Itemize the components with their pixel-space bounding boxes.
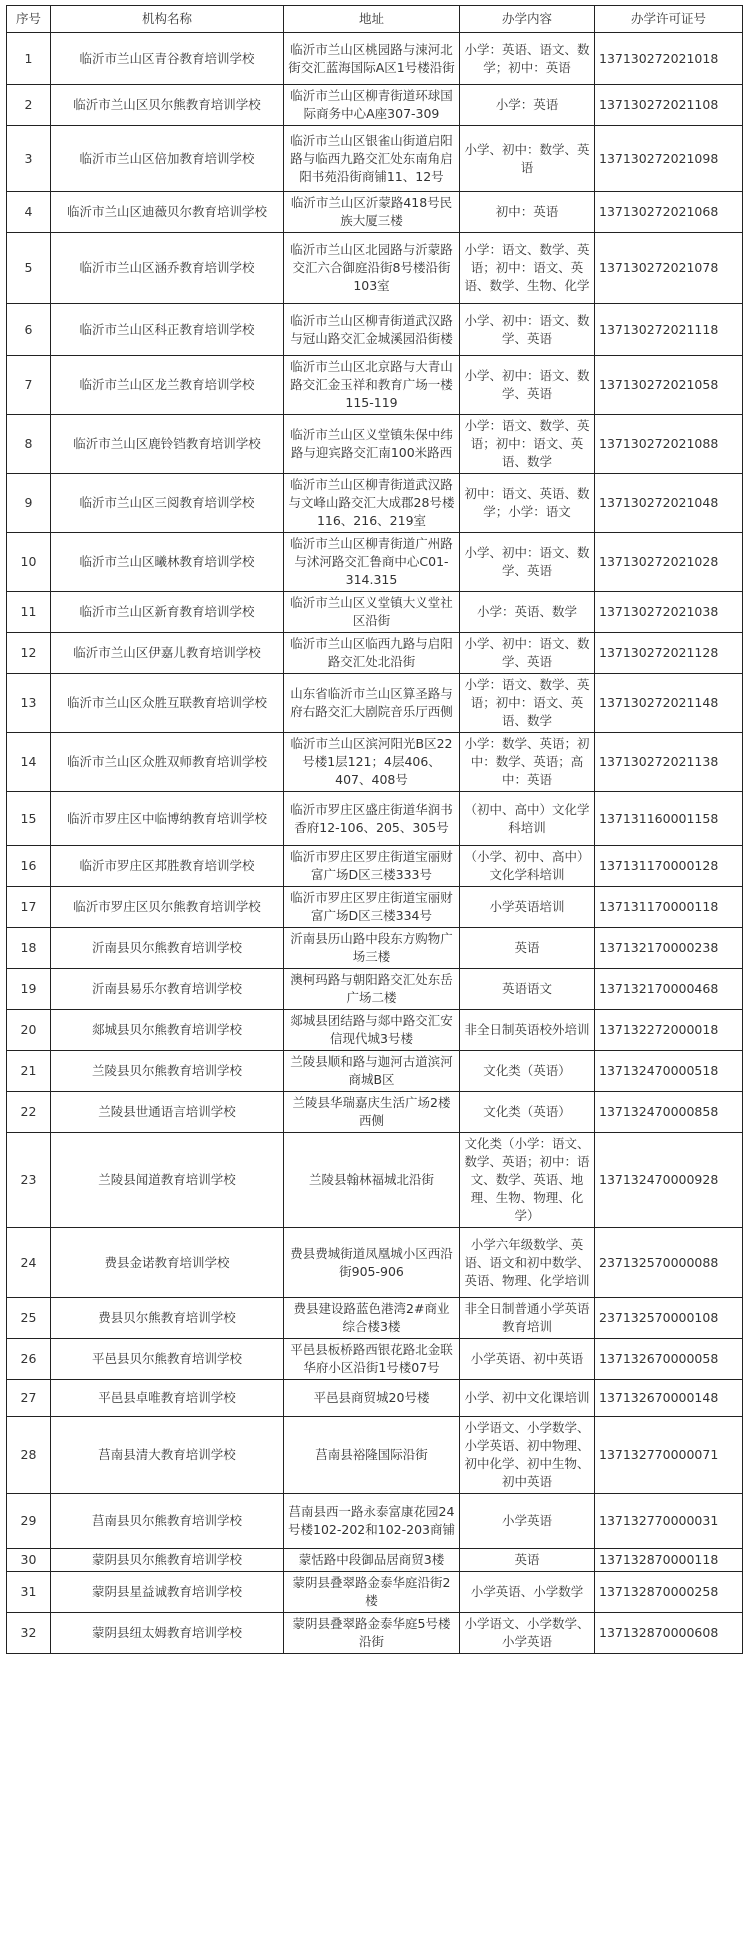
cell-license: 137132770000031: [595, 1494, 743, 1549]
cell-license: 137132170000238: [595, 928, 743, 969]
cell-no: 2: [7, 85, 51, 126]
cell-license: 137130272021068: [595, 192, 743, 233]
cell-address: 临沂市兰山区滨河阳光B区22号楼1层121；4层406、407、408号: [284, 733, 460, 792]
header-row: [7, 6, 743, 33]
cell-no: 6: [7, 304, 51, 356]
cell-license: 137132670000058: [595, 1339, 743, 1380]
cell-address: 临沂市兰山区柳青街道武汉路与文峰山路交汇大成郡28号楼116、216、219室: [284, 474, 460, 533]
cell-license: 137132870000608: [595, 1613, 743, 1654]
table-row: [7, 1572, 743, 1613]
cell-license: 137130272021038: [595, 592, 743, 633]
cell-content: 英语语文: [460, 969, 595, 1010]
cell-no: 18: [7, 928, 51, 969]
cell-content: 小学：数学、英语；初中：数学、英语；高中：英语: [460, 733, 595, 792]
header-name: 机构名称: [51, 6, 284, 33]
cell-address: 澳柯玛路与朝阳路交汇处东岳广场二楼: [284, 969, 460, 1010]
table-row: [7, 846, 743, 887]
cell-content: 小学、初中：语文、数学、英语: [460, 533, 595, 592]
header-content: 办学内容: [460, 6, 595, 33]
cell-no: 5: [7, 233, 51, 304]
table-row: [7, 1133, 743, 1228]
cell-license: 137130272021108: [595, 85, 743, 126]
cell-no: 3: [7, 126, 51, 192]
cell-name: 临沂市兰山区倍加教育培训学校: [51, 126, 284, 192]
cell-content: 文化类（小学：语文、数学、英语；初中：语文、数学、英语、地理、生物、物理、化学）: [460, 1133, 595, 1228]
cell-license: 137132470000858: [595, 1092, 743, 1133]
table-row: [7, 415, 743, 474]
cell-name: 兰陵县闻道教育培训学校: [51, 1133, 284, 1228]
cell-address: 临沂市兰山区柳青街道武汉路与冠山路交汇金城溪园沿街楼: [284, 304, 460, 356]
table-row: [7, 887, 743, 928]
cell-name: 莒南县贝尔熊教育培训学校: [51, 1494, 284, 1549]
cell-no: 19: [7, 969, 51, 1010]
cell-address: 临沂市兰山区义堂镇朱保中纬路与迎宾路交汇南100米路西: [284, 415, 460, 474]
cell-license: 137132870000258: [595, 1572, 743, 1613]
table-row: [7, 126, 743, 192]
cell-license: 137130272021058: [595, 356, 743, 415]
cell-no: 15: [7, 792, 51, 846]
cell-name: 临沂市兰山区伊嘉儿教育培训学校: [51, 633, 284, 674]
cell-name: 兰陵县贝尔熊教育培训学校: [51, 1051, 284, 1092]
cell-address: 临沂市兰山区沂蒙路418号民族大厦三楼: [284, 192, 460, 233]
table-body: [7, 33, 743, 1654]
table-row: [7, 633, 743, 674]
cell-content: 小学英语、小学数学: [460, 1572, 595, 1613]
cell-license: 137130272021118: [595, 304, 743, 356]
cell-no: 28: [7, 1417, 51, 1494]
table-row: [7, 1092, 743, 1133]
header-address: 地址: [284, 6, 460, 33]
cell-address: 兰陵县翰林福城北沿街: [284, 1133, 460, 1228]
cell-name: 临沂市兰山区青谷教育培训学校: [51, 33, 284, 85]
cell-address: 临沂市兰山区北京路与大青山路交汇金玉祥和教育广场一楼115-119: [284, 356, 460, 415]
table-row: [7, 792, 743, 846]
cell-content: 小学英语: [460, 1494, 595, 1549]
cell-no: 31: [7, 1572, 51, 1613]
institution-table: [6, 5, 743, 1654]
cell-address: 莒南县裕隆国际沿街: [284, 1417, 460, 1494]
cell-no: 29: [7, 1494, 51, 1549]
cell-name: 费县贝尔熊教育培训学校: [51, 1298, 284, 1339]
table-row: [7, 233, 743, 304]
cell-content: 小学、初中文化课培训: [460, 1380, 595, 1417]
cell-content: （小学、初中、高中）文化学科培训: [460, 846, 595, 887]
table-row: [7, 592, 743, 633]
cell-no: 21: [7, 1051, 51, 1092]
cell-content: 小学、初中：语文、数学、英语: [460, 633, 595, 674]
cell-address: 临沂市罗庄区罗庄街道宝丽财富广场D区三楼333号: [284, 846, 460, 887]
cell-name: 沂南县贝尔熊教育培训学校: [51, 928, 284, 969]
cell-no: 32: [7, 1613, 51, 1654]
cell-name: 蒙阴县星益诚教育培训学校: [51, 1572, 284, 1613]
cell-content: 小学：英语: [460, 85, 595, 126]
cell-no: 10: [7, 533, 51, 592]
cell-content: 文化类（英语）: [460, 1092, 595, 1133]
cell-no: 25: [7, 1298, 51, 1339]
cell-address: 临沂市兰山区北园路与沂蒙路交汇六合御庭沿街8号楼沿街103室: [284, 233, 460, 304]
table-row: [7, 33, 743, 85]
cell-name: 郯城县贝尔熊教育培训学校: [51, 1010, 284, 1051]
cell-license: 137130272021088: [595, 415, 743, 474]
cell-address: 蒙阴县叠翠路金泰华庭5号楼沿街: [284, 1613, 460, 1654]
cell-address: 山东省临沂市兰山区算圣路与府右路交汇大剧院音乐厅西侧: [284, 674, 460, 733]
cell-address: 平邑县商贸城20号楼: [284, 1380, 460, 1417]
cell-content: （初中、高中）文化学科培训: [460, 792, 595, 846]
cell-no: 16: [7, 846, 51, 887]
cell-license: 137132770000071: [595, 1417, 743, 1494]
cell-license: 137130272021138: [595, 733, 743, 792]
cell-address: 平邑县板桥路西银花路北金联华府小区沿街1号楼07号: [284, 1339, 460, 1380]
cell-address: 兰陵县顺和路与迦河古道滨河商城B区: [284, 1051, 460, 1092]
cell-address: 蒙恬路中段御品居商贸3楼: [284, 1549, 460, 1572]
cell-name: 临沂市兰山区众胜互联教育培训学校: [51, 674, 284, 733]
cell-license: 237132570000108: [595, 1298, 743, 1339]
cell-name: 蒙阴县纽太姆教育培训学校: [51, 1613, 284, 1654]
cell-content: 英语: [460, 928, 595, 969]
header-license: 办学许可证号: [595, 6, 743, 33]
cell-license: 137131160001158: [595, 792, 743, 846]
table-row: [7, 1228, 743, 1298]
cell-name: 蒙阴县贝尔熊教育培训学校: [51, 1549, 284, 1572]
cell-address: 蒙阴县叠翠路金泰华庭沿街2楼: [284, 1572, 460, 1613]
cell-no: 1: [7, 33, 51, 85]
cell-no: 12: [7, 633, 51, 674]
cell-content: 小学、初中：数学、英语: [460, 126, 595, 192]
cell-no: 22: [7, 1092, 51, 1133]
cell-name: 费县金诺教育培训学校: [51, 1228, 284, 1298]
cell-content: 非全日制普通小学英语教育培训: [460, 1298, 595, 1339]
cell-content: 小学语文、小学数学、小学英语、初中物理、初中化学、初中生物、初中英语: [460, 1417, 595, 1494]
cell-name: 临沂市兰山区曦林教育培训学校: [51, 533, 284, 592]
cell-no: 14: [7, 733, 51, 792]
header-no: 序号: [7, 6, 51, 33]
cell-license: 137130272021148: [595, 674, 743, 733]
cell-license: 137131170000128: [595, 846, 743, 887]
cell-license: 137130272021128: [595, 633, 743, 674]
cell-name: 临沂市兰山区众胜双师教育培训学校: [51, 733, 284, 792]
cell-name: 临沂市兰山区三阅教育培训学校: [51, 474, 284, 533]
cell-address: 临沂市兰山区柳青街道广州路与沭河路交汇鲁商中心C01-314.315: [284, 533, 460, 592]
cell-address: 临沂市罗庄区盛庄街道华润书香府12-106、205、305号: [284, 792, 460, 846]
table-row: [7, 85, 743, 126]
cell-name: 临沂市兰山区科正教育培训学校: [51, 304, 284, 356]
table-row: [7, 1380, 743, 1417]
cell-no: 7: [7, 356, 51, 415]
cell-content: 小学：语文、数学、英语；初中：语文、英语、数学、生物、化学: [460, 233, 595, 304]
cell-license: 137130272021018: [595, 33, 743, 85]
table-row: [7, 1417, 743, 1494]
table-row: [7, 928, 743, 969]
cell-no: 4: [7, 192, 51, 233]
cell-license: 137132670000148: [595, 1380, 743, 1417]
cell-license: 137132170000468: [595, 969, 743, 1010]
table-row: [7, 1494, 743, 1549]
cell-license: 137130272021028: [595, 533, 743, 592]
cell-name: 兰陵县世通语言培训学校: [51, 1092, 284, 1133]
cell-name: 临沂市兰山区涵乔教育培训学校: [51, 233, 284, 304]
cell-license: 137130272021078: [595, 233, 743, 304]
table-row: [7, 192, 743, 233]
cell-address: 费县费城街道凤凰城小区西沿街905-906: [284, 1228, 460, 1298]
cell-address: 费县建设路蓝色港湾2#商业综合楼3楼: [284, 1298, 460, 1339]
cell-name: 临沂市兰山区龙兰教育培训学校: [51, 356, 284, 415]
table-row: [7, 1010, 743, 1051]
cell-no: 27: [7, 1380, 51, 1417]
cell-no: 26: [7, 1339, 51, 1380]
cell-content: 小学、初中：语文、数学、英语: [460, 356, 595, 415]
cell-address: 临沂市罗庄区罗庄街道宝丽财富广场D区三楼334号: [284, 887, 460, 928]
table-row: [7, 533, 743, 592]
cell-license: 137132272000018: [595, 1010, 743, 1051]
cell-name: 临沂市罗庄区邦胜教育培训学校: [51, 846, 284, 887]
cell-address: 沂南县历山路中段东方购物广场三楼: [284, 928, 460, 969]
table-row: [7, 1613, 743, 1654]
cell-content: 小学六年级数学、英语、语文和初中数学、英语、物理、化学培训: [460, 1228, 595, 1298]
cell-name: 临沂市兰山区贝尔熊教育培训学校: [51, 85, 284, 126]
cell-license: 137131170000118: [595, 887, 743, 928]
cell-address: 郯城县团结路与郯中路交汇安信现代城3号楼: [284, 1010, 460, 1051]
cell-name: 沂南县易乐尔教育培训学校: [51, 969, 284, 1010]
cell-license: 237132570000088: [595, 1228, 743, 1298]
cell-license: 137132470000928: [595, 1133, 743, 1228]
cell-content: 初中：语文、英语、数学；小学：语文: [460, 474, 595, 533]
cell-content: 小学：英语、语文、数学；初中：英语: [460, 33, 595, 85]
cell-content: 英语: [460, 1549, 595, 1572]
cell-address: 兰陵县华瑞嘉庆生活广场2楼西侧: [284, 1092, 460, 1133]
cell-address: 临沂市兰山区银雀山街道启阳路与临西九路交汇处东南角启阳书苑沿街商铺11、12号: [284, 126, 460, 192]
cell-name: 临沂市兰山区迪薇贝尔教育培训学校: [51, 192, 284, 233]
cell-no: 23: [7, 1133, 51, 1228]
cell-no: 20: [7, 1010, 51, 1051]
table-row: [7, 304, 743, 356]
cell-address: 临沂市兰山区临西九路与启阳路交汇处北沿街: [284, 633, 460, 674]
table-row: [7, 674, 743, 733]
cell-license: 137132870000118: [595, 1549, 743, 1572]
cell-address: 莒南县西一路永泰富康花园24号楼102-202和102-203商铺: [284, 1494, 460, 1549]
cell-name: 平邑县贝尔熊教育培训学校: [51, 1339, 284, 1380]
cell-no: 17: [7, 887, 51, 928]
cell-content: 小学：语文、数学、英语；初中：语文、英语、数学: [460, 674, 595, 733]
table-row: [7, 356, 743, 415]
cell-content: 小学、初中：语文、数学、英语: [460, 304, 595, 356]
cell-no: 11: [7, 592, 51, 633]
table-row: [7, 1549, 743, 1572]
table-row: [7, 1051, 743, 1092]
cell-address: 临沂市兰山区义堂镇大义堂社区沿街: [284, 592, 460, 633]
cell-name: 临沂市罗庄区贝尔熊教育培训学校: [51, 887, 284, 928]
table-row: [7, 474, 743, 533]
cell-no: 9: [7, 474, 51, 533]
cell-no: 13: [7, 674, 51, 733]
cell-content: 小学语文、小学数学、小学英语: [460, 1613, 595, 1654]
cell-license: 137130272021048: [595, 474, 743, 533]
cell-name: 临沂市兰山区新育教育培训学校: [51, 592, 284, 633]
cell-no: 24: [7, 1228, 51, 1298]
cell-name: 平邑县卓唯教育培训学校: [51, 1380, 284, 1417]
cell-content: 非全日制英语校外培训: [460, 1010, 595, 1051]
cell-content: 文化类（英语）: [460, 1051, 595, 1092]
cell-content: 小学英语、初中英语: [460, 1339, 595, 1380]
table-row: [7, 1339, 743, 1380]
cell-no: 8: [7, 415, 51, 474]
cell-license: 137132470000518: [595, 1051, 743, 1092]
cell-content: 初中：英语: [460, 192, 595, 233]
table-header: [7, 6, 743, 33]
cell-name: 临沂市罗庄区中临博纳教育培训学校: [51, 792, 284, 846]
cell-address: 临沂市兰山区柳青街道环球国际商务中心A座307-309: [284, 85, 460, 126]
cell-name: 临沂市兰山区鹿铃铛教育培训学校: [51, 415, 284, 474]
table-row: [7, 969, 743, 1010]
cell-content: 小学：语文、数学、英语；初中：语文、英语、数学: [460, 415, 595, 474]
cell-no: 30: [7, 1549, 51, 1572]
cell-content: 小学：英语、数学: [460, 592, 595, 633]
cell-content: 小学英语培训: [460, 887, 595, 928]
cell-name: 莒南县清大教育培训学校: [51, 1417, 284, 1494]
table-row: [7, 1298, 743, 1339]
table-row: [7, 733, 743, 792]
cell-license: 137130272021098: [595, 126, 743, 192]
cell-address: 临沂市兰山区桃园路与涑河北街交汇蓝海国际A区1号楼沿街: [284, 33, 460, 85]
